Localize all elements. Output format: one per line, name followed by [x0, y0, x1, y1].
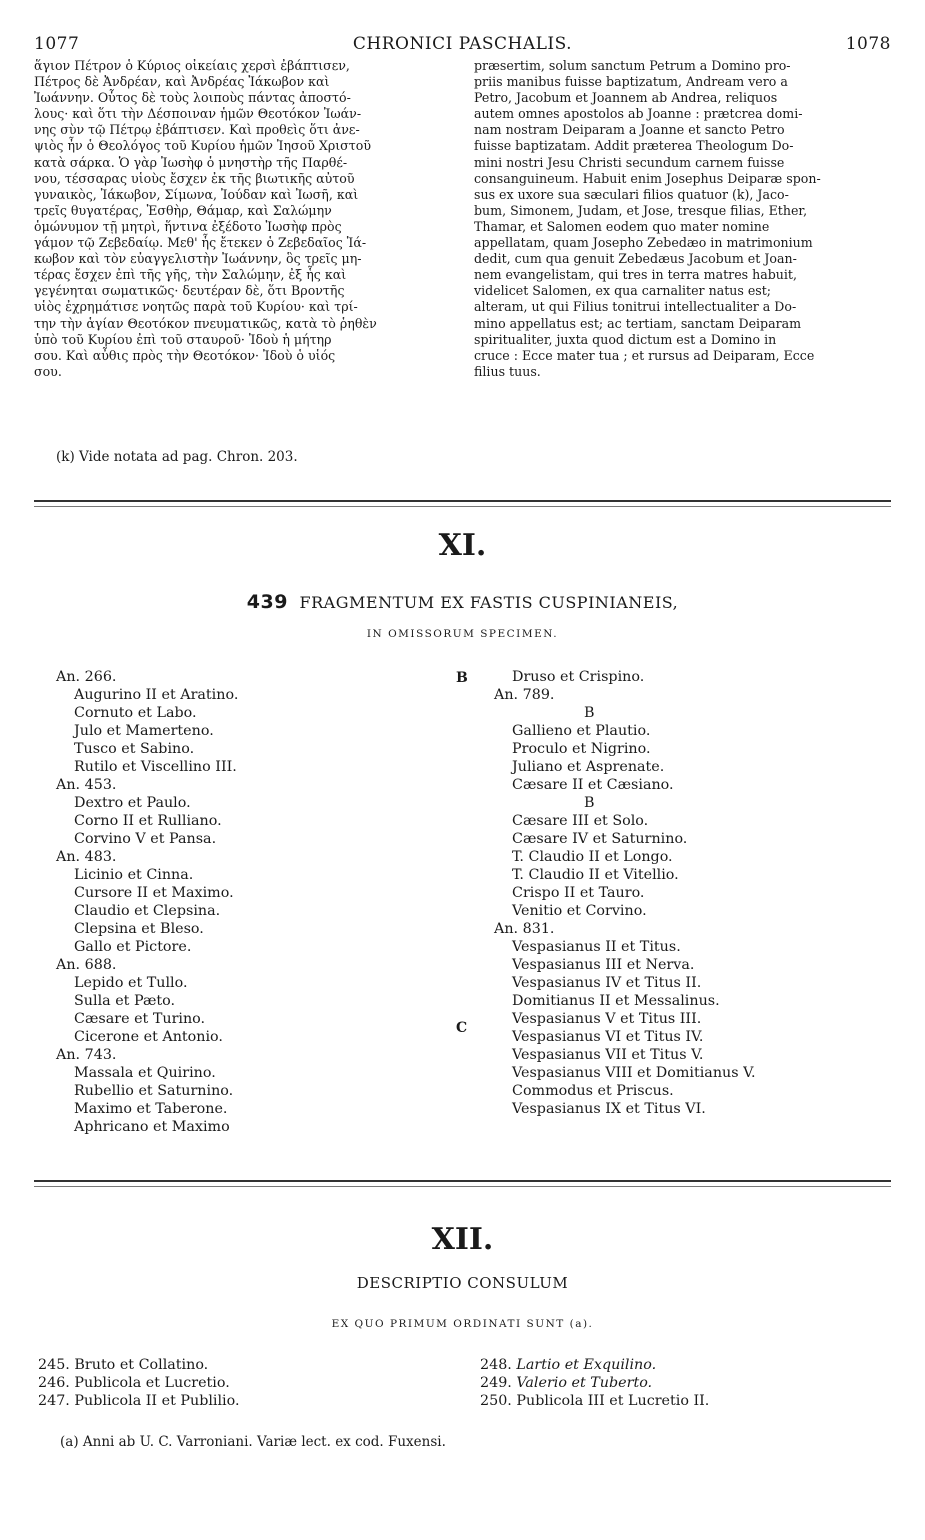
greek-text-line: ὁμώνυμον τῇ μητρὶ, ἥντινα ἐξέδοτο Ἰωσὴφ πρὸς — [34, 218, 342, 234]
greek-text-line: σου. Καὶ αὖθις πρὸς τὴν Θεοτόκον· Ἰδοὺ ὁ υἱός — [34, 347, 336, 363]
running-head — [34, 34, 891, 56]
fasti-entry: Cæsare et Turino. — [74, 1011, 206, 1027]
consul-names: Lartio et Exquilino. — [516, 1357, 657, 1373]
fasti-entry: Proculo et Nigrino. — [512, 741, 651, 757]
latin-text-line: Petro, Jacobum et Joannem ab Andrea, reliquos — [474, 90, 778, 106]
fasti-year: An. 483. — [56, 849, 117, 865]
section-divider — [34, 500, 891, 502]
fasti-entry: Crispo II et Tauro. — [512, 885, 645, 901]
section-xi-title: FRAGMENTUM EX FASTIS CUSPINIANEIS, — [299, 593, 679, 612]
fasti-year: An. 789. — [494, 687, 555, 703]
latin-text-column — [474, 58, 891, 380]
latin-text-line: sus ex uxore sua sæculari filios quatuor (k), Jaco- — [474, 186, 789, 202]
greek-text-line: λους· καὶ ὅτι τὴν Δέσποιναν ἡμῶν Θεοτόκον Ἰωάν- — [34, 106, 362, 122]
greek-text-line: υἱὸς ἐχρημάτισε νοητῶς παρὰ τοῦ Κυρίου· καὶ τρί- — [34, 299, 358, 315]
greek-text-line: την τὴν ἁγίαν Θεοτόκον πνευματικῶς, κατὰ τὸ ῥηθὲν — [34, 315, 377, 331]
greek-text-column — [34, 58, 464, 380]
fasti-entry: Sulla et Pæto. — [74, 993, 176, 1009]
fasti-entry: Gallo et Pictore. — [74, 939, 192, 955]
fasti-entry: T. Claudio II et Longo. — [512, 849, 673, 865]
greek-text-line: κωβον καὶ τὸν εὐαγγελιστὴν Ἰωάννην, ὃς τρεῖς μη- — [34, 251, 362, 267]
fasti-list-left — [56, 668, 238, 1136]
fasti-entry: Cornuto et Labo. — [74, 705, 197, 721]
fasti-entry: Domitianus II et Messalinus. — [512, 993, 720, 1009]
fasti-entry: Vespasianus VIII et Domitianus V. — [512, 1065, 756, 1081]
fasti-entry: Corno II et Rulliano. — [74, 813, 222, 829]
latin-text-line: mino appellatus est; ac tertiam, sanctam Deiparam — [474, 315, 802, 331]
fasti-entry: Vespasianus III et Nerva. — [512, 957, 695, 973]
fasti-entry: Augurino II et Aratino. — [74, 687, 239, 703]
consul-year-number: 247. — [38, 1393, 75, 1409]
fasti-entry: Cæsare III et Solo. — [512, 813, 649, 829]
fasti-entry: Venitio et Corvino. — [512, 903, 647, 919]
latin-text-line: spiritualiter, juxta quod dictum est a Domino in — [474, 331, 777, 347]
greek-text-line: ὑπὸ τοῦ Κυρίου ἐπὶ τοῦ σταυροῦ· Ἰδοὺ ἡ μήτηρ — [34, 331, 332, 347]
latin-text-line: consanguineum. Habuit enim Josephus Deiparæ spon- — [474, 170, 821, 186]
fasti-entry: Massala et Quirino. — [74, 1065, 216, 1081]
consul-year-number: 249. — [480, 1375, 517, 1391]
fasti-entry: Clepsina et Bleso. — [74, 921, 204, 937]
section-xi-heading — [0, 591, 925, 613]
greek-text-line: κατὰ σάρκα. Ὁ γὰρ Ἰωσὴφ ὁ μνηστὴρ τῆς Παρθέ- — [34, 154, 348, 170]
fasti-entry: T. Claudio II et Vitellio. — [512, 867, 679, 883]
fasti-entry: Rubellio et Saturnino. — [74, 1083, 234, 1099]
fasti-entry: Cursore II et Maximo. — [74, 885, 234, 901]
section-xi-subtitle: IN OMISSORUM SPECIMEN. — [366, 628, 559, 640]
latin-text-line: videlicet Salomen, ex qua carnaliter natus est; — [474, 283, 772, 299]
consul-year-number: 250. — [480, 1393, 517, 1409]
fasti-list-right — [494, 668, 756, 1118]
greek-text-line: ψιὸς ἦν ὁ Θεολόγος τοῦ Κυρίου ἡμῶν Ἰησοῦ Χριστοῦ — [34, 138, 371, 154]
margin-letter-c: C — [456, 1020, 468, 1036]
consul-year-number: 246. — [38, 1375, 75, 1391]
fasti-entry: Lepido et Tullo. — [74, 975, 188, 991]
consul-list-right — [480, 1356, 709, 1410]
consul-entry — [38, 1392, 240, 1410]
greek-text-line: τέρας ἔσχεν ἐπὶ τῆς γῆς, τὴν Σαλώμην, ἐξ ἧς καὶ — [34, 267, 347, 283]
section-divider-thin — [34, 1186, 891, 1187]
consul-entry — [480, 1356, 709, 1374]
greek-text-line: γάμον τῷ Ζεβεδαίῳ. Μεθ' ἧς ἔτεκεν ὁ Ζεβεδαῖος Ἰά- — [34, 235, 367, 251]
latin-text-line: cruce : Ecce mater tua ; et rursus ad Deiparam, Ecce — [474, 347, 815, 363]
consul-list-left — [38, 1356, 240, 1410]
fasti-year: An. 743. — [56, 1047, 117, 1063]
consul-names: Valerio et Tuberto. — [516, 1375, 653, 1391]
latin-text-line: filius tuus. — [474, 363, 541, 379]
latin-text-line: priis manibus fuisse baptizatum, Andream vero a — [474, 74, 788, 90]
consul-entry — [38, 1374, 240, 1392]
greek-text-line: σου. — [34, 363, 62, 379]
latin-text-line: nem evangelistam, qui tres in terra matres habuit, — [474, 267, 797, 283]
fasti-entry: Commodus et Priscus. — [512, 1083, 674, 1099]
consul-year-number: 248. — [480, 1357, 517, 1373]
section-divider-thin — [34, 506, 891, 507]
fasti-entry: Vespasianus II et Titus. — [512, 939, 681, 955]
fasti-entry: Corvino V et Pansa. — [74, 831, 217, 847]
greek-text-line: νου, τέσσαρας υἱοὺς ἔσχεν ἐκ τῆς βιωτικῆς αὐτοῦ — [34, 170, 355, 186]
latin-text-line: dedit, cum qua genuit Zebedæus Jacobum et Joan- — [474, 251, 797, 267]
fasti-year: An. 688. — [56, 957, 117, 973]
section-number: 439 — [246, 591, 288, 613]
fasti-entry: Aphricano et Maximo — [74, 1119, 230, 1135]
latin-text-line: mini nostri Jesu Christi secundum carnem fuisse — [474, 154, 785, 170]
greek-text-line: Ἰωάννην. Οὗτος δὲ τοὺς λοιποὺς πάντας ἀποστό- — [34, 90, 351, 106]
fasti-entry: Julo et Mamerteno. — [74, 723, 214, 739]
fasti-entry: Vespasianus VII et Titus V. — [512, 1047, 704, 1063]
fasti-entry: Gallieno et Plautio. — [512, 723, 651, 739]
fasti-entry: Cæsare II et Cæsiano. — [512, 777, 674, 793]
footnote-k: (k) Vide notata ad pag. Chron. 203. — [56, 449, 298, 465]
fasti-entry: Vespasianus IV et Titus II. — [512, 975, 702, 991]
consul-names: Bruto et Collatino. — [74, 1357, 209, 1373]
greek-text-line: γεγένηται σωματικῶς· δευτέραν δὲ, ὅτι Βροντῆς — [34, 283, 345, 299]
section-numeral-xii: XII. — [431, 1222, 494, 1257]
latin-text-line: appellatam, quam Josepho Zebedæo in matrimonium — [474, 235, 813, 251]
fasti-entry: Vespasianus VI et Titus IV. — [512, 1029, 704, 1045]
fasti-marker: B — [584, 795, 595, 811]
section-numeral-xi: XI. — [438, 528, 487, 563]
greek-text-line: ἅγιον Πέτρον ὁ Κύριος οἰκείαις χερσὶ ἐβάπτισεν, — [34, 58, 350, 73]
fasti-entry: Rutilo et Viscellino III. — [74, 759, 237, 775]
consul-entry — [38, 1356, 240, 1374]
greek-text-line: νης σὺν τῷ Πέτρῳ ἐβάπτισεν. Καὶ προθεὶς ὅτι ἀνε- — [34, 122, 360, 138]
latin-text-line: fuisse baptizatam. Addit præterea Theologum Do- — [474, 138, 794, 154]
latin-text-line: nam nostram Deiparam a Joanne et sancto Petro — [474, 122, 785, 138]
running-title: CHRONICI PASCHALIS. — [352, 34, 573, 54]
greek-text-line: τρεῖς θυγατέρας, Ἐσθὴρ, Θάμαρ, καὶ Σαλώμην — [34, 202, 332, 218]
fasti-entry: Druso et Crispino. — [512, 669, 645, 685]
section-xii-subtitle: EX QUO PRIMUM ORDINATI SUNT (a). — [331, 1318, 594, 1330]
consul-entry — [480, 1374, 709, 1392]
consul-entry — [480, 1392, 709, 1410]
fasti-year: An. 453. — [56, 777, 117, 793]
latin-text-line: præsertim, solum sanctum Petrum a Domino pro- — [474, 58, 791, 73]
fasti-entry: Tusco et Sabino. — [74, 741, 195, 757]
fasti-marker: B — [584, 705, 595, 721]
fasti-year: An. 266. — [56, 669, 117, 685]
greek-text-line: Πέτρος δὲ Ἀνδρέαν, καὶ Ἀνδρέας Ἰάκωβον καὶ — [34, 74, 330, 90]
margin-letter-b: B — [456, 670, 468, 686]
fasti-entry: Claudio et Clepsina. — [74, 903, 221, 919]
latin-text-line: Thamar, et Salomen eodem quo mater nomine — [474, 218, 770, 234]
column-number-right: 1078 — [845, 34, 891, 54]
consul-year-number: 245. — [38, 1357, 75, 1373]
fasti-entry: Vespasianus IX et Titus VI. — [512, 1101, 706, 1117]
fasti-year: An. 831. — [494, 921, 555, 937]
fasti-entry: Juliano et Asprenate. — [512, 759, 665, 775]
column-number-left: 1077 — [34, 34, 80, 54]
fasti-entry: Maximo et Taberone. — [74, 1101, 228, 1117]
fasti-entry: Licinio et Cinna. — [74, 867, 194, 883]
fasti-entry: Vespasianus V et Titus III. — [512, 1011, 702, 1027]
consul-names: Publicola et Lucretio. — [74, 1375, 230, 1391]
fasti-entry: Cæsare IV et Saturnino. — [512, 831, 688, 847]
latin-text-line: bum, Simonem, Judam, et Jose, tresque filias, Ether, — [474, 202, 808, 218]
greek-text-line: γυναικὸς, Ἰάκωβον, Σίμωνα, Ἰούδαν καὶ Ἰωσῆ, καὶ — [34, 186, 359, 202]
section-divider — [34, 1180, 891, 1182]
section-xii-title: DESCRIPTIO CONSULUM — [356, 1274, 569, 1292]
consul-names: Publicola II et Publilio. — [74, 1393, 240, 1409]
consul-names: Publicola III et Lucretio II. — [516, 1393, 710, 1409]
fasti-entry: Dextro et Paulo. — [74, 795, 191, 811]
footnote-a: (a) Anni ab U. C. Varroniani. Variæ lect. ex cod. Fuxensi. — [60, 1434, 446, 1450]
fasti-entry: Cicerone et Antonio. — [74, 1029, 223, 1045]
latin-text-line: autem omnes apostolos ab Joanne : prætcrea domi- — [474, 106, 803, 122]
latin-text-line: alteram, ut qui Filius tonitrui intellectualiter a Do- — [474, 299, 797, 315]
